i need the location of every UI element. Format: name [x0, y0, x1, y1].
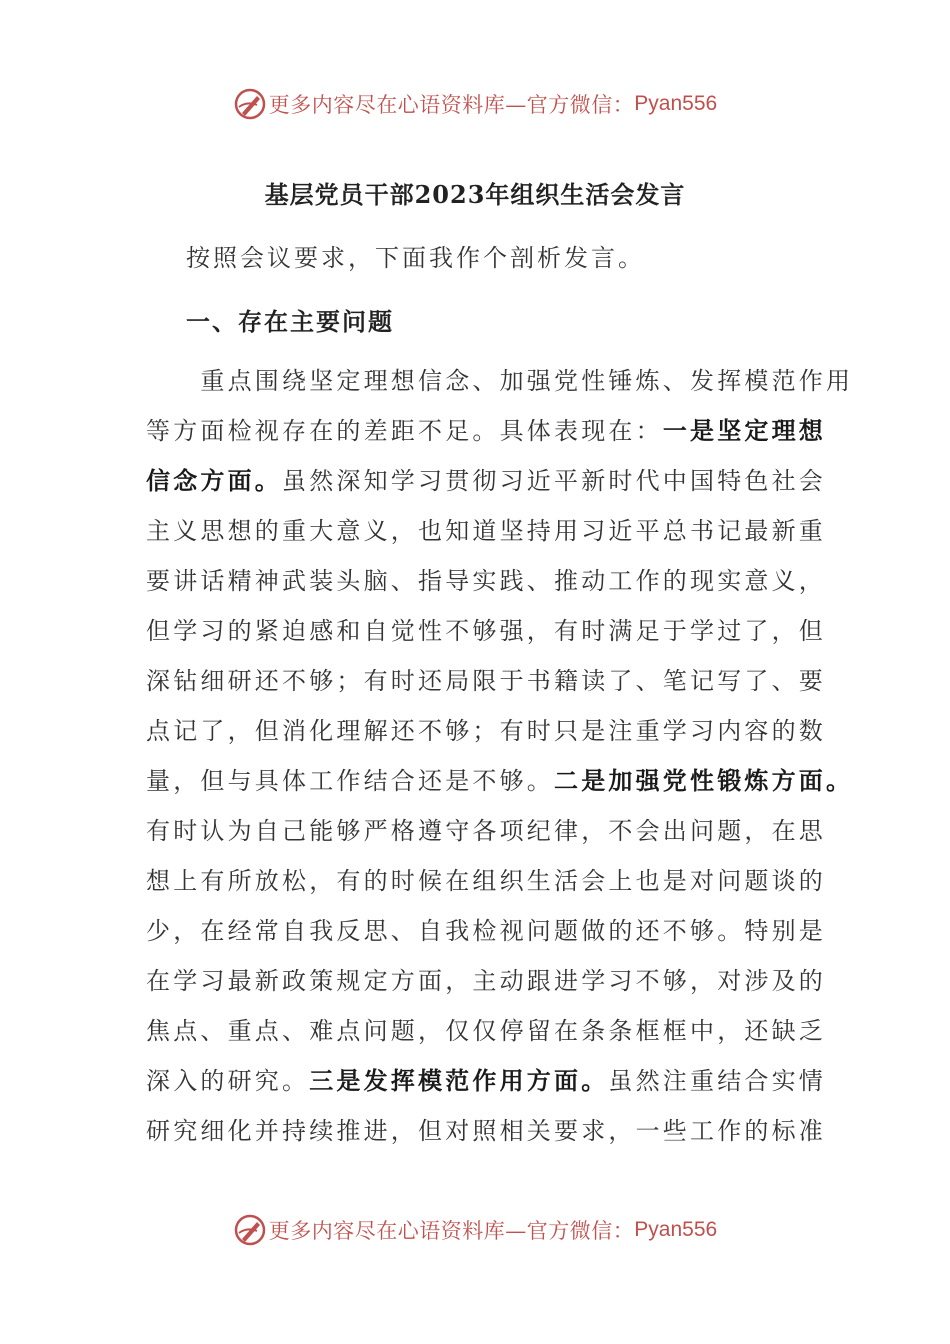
text-line — [146, 509, 826, 559]
text-run: 想上有所放松，有的时候在组织生活会上也是对问题谈的 — [146, 867, 826, 895]
text-run: 有时认为自己能够严格遵守各项纪律，不会出问题，在思 — [146, 817, 826, 845]
text-run: 在学习最新政策规定方面，主动跟进学习不够，对涉及的 — [146, 967, 826, 995]
watermark-banner-top — [0, 84, 950, 124]
text-run: 深入的研究。 — [146, 1067, 310, 1095]
watermark-text: 更多内容尽在心语资料库—官方微信： — [268, 93, 635, 117]
text-line — [146, 709, 826, 759]
text-run: 主义思想的重大意义，也知道坚持用习近平总书记最新重 — [146, 517, 826, 545]
document-title: 基层党员干部2023年组织生活会发言 — [264, 180, 686, 209]
text-line — [146, 859, 826, 909]
text-line — [146, 759, 854, 809]
text-run: 虽然深知学习贯彻习近平新时代中国特色社会 — [282, 467, 826, 495]
text-line — [146, 959, 826, 1009]
text-run: 要讲话精神武装头脑、指导实践、推动工作的现实意义， — [146, 567, 826, 595]
watermark-wechat-id: Pyan556 — [634, 1218, 718, 1241]
text-line — [146, 609, 826, 659]
text-line — [146, 1109, 826, 1159]
body-paragraph — [146, 359, 854, 1159]
text-run: 量，但与具体工作结合还是不够。 — [146, 767, 554, 795]
text-line — [146, 1009, 826, 1059]
bold-phrase: 一是坚定理想 — [662, 416, 827, 445]
text-run: 少，在经常自我反思、自我检视问题做的还不够。特别是 — [146, 917, 826, 945]
bold-phrase: 二是加强党性锻炼方面。 — [554, 766, 854, 795]
watermark-banner-bottom — [0, 1210, 950, 1250]
watermark-text: 更多内容尽在心语资料库—官方微信： — [268, 1219, 635, 1243]
text-line — [146, 909, 826, 959]
text-line — [146, 409, 826, 459]
text-run: 点记了，但消化理解还不够；有时只是注重学习内容的数 — [146, 717, 826, 745]
text-run: 重点围绕坚定理想信念、加强党性锤炼、发挥模范作用 — [146, 367, 854, 395]
watermark-wechat-id: Pyan556 — [634, 92, 718, 115]
text-run: 但学习的紧迫感和自觉性不够强，有时满足于学过了，但 — [146, 617, 826, 645]
intro-paragraph: 按照会议要求，下面我作个剖析发言。 — [186, 244, 645, 272]
text-run: 焦点、重点、难点问题，仅仅停留在条条框框中，还缺乏 — [146, 1017, 826, 1045]
pen-logo-icon — [233, 87, 267, 121]
text-run: 研究细化并持续推进，但对照相关要求，一些工作的标准 — [146, 1117, 826, 1145]
text-run: 等方面检视存在的差距不足。具体表现在： — [146, 417, 663, 445]
section-heading: 一、存在主要问题 — [186, 307, 394, 336]
text-line — [146, 809, 826, 859]
text-run: 深钻细研还不够；有时还局限于书籍读了、笔记写了、要 — [146, 667, 826, 695]
text-line — [146, 659, 826, 709]
text-line — [146, 359, 854, 409]
text-run: 虽然注重结合实情 — [608, 1067, 827, 1095]
pen-logo-icon — [233, 1213, 267, 1247]
text-line — [146, 1059, 826, 1109]
text-line — [146, 559, 826, 609]
text-line — [146, 459, 826, 509]
bold-phrase: 信念方面。 — [146, 466, 282, 495]
bold-phrase: 三是发挥模范作用方面。 — [309, 1066, 609, 1095]
